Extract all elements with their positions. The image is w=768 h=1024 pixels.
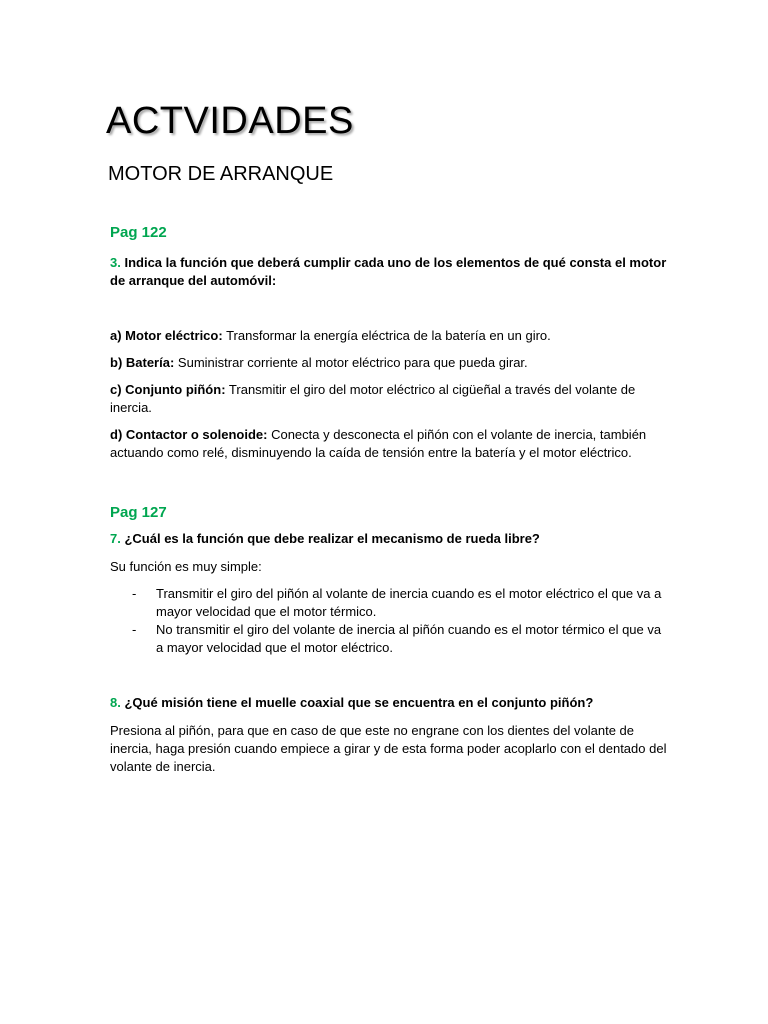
list-item <box>110 585 670 621</box>
bullet-dash: - <box>132 622 137 637</box>
question-7-bullet-list <box>110 585 670 657</box>
question-7 <box>110 530 670 548</box>
document-subtitle: MOTOR DE ARRANQUE <box>108 163 334 185</box>
answer-item-b-text: Suministrar corriente al motor eléctrico para que pueda girar. <box>177 355 528 370</box>
list-item-text: Transmitir el giro del piñón al volante de inercia cuando es el motor eléctrico el que va a mayor velocidad que el motor térmico. <box>156 586 662 619</box>
answer-item-d-text: Conecta y desconecta el piñón con el volante de inercia, también actuando como relé, disminuyendo la caída de tensión entre la batería y el motor eléctrico. <box>110 427 647 460</box>
answer-item-c-text: Transmitir el giro del motor eléctrico al cigüeñal a través del volante de inercia. <box>110 382 636 415</box>
page-reference-127: Pag 127 <box>110 504 167 521</box>
bullet-dash: - <box>132 586 137 601</box>
answer-item-a-text: Transformar la energía eléctrica de la batería en un giro. <box>226 328 551 343</box>
document-body <box>110 222 670 776</box>
answer-item-d <box>110 426 670 462</box>
question-7-number: 7. <box>110 531 121 546</box>
answer-item-a-term: a) Motor eléctrico: <box>110 328 223 343</box>
question-8-answer: Presiona al piñón, para que en caso de que este no engrane con los dientes del volante de inercia, haga presión cuando empiece a girar y de esta forma poder acoplarlo con el dentado del volante de inercia. <box>110 723 667 774</box>
answer-item-c <box>110 381 670 417</box>
document-title: ACTVIDADES <box>106 100 354 142</box>
answer-item-d-term: d) Contactor o solenoide: <box>110 427 268 442</box>
answer-item-a <box>110 327 670 345</box>
question-8 <box>110 694 670 712</box>
question-3 <box>110 254 670 290</box>
question-8-text: ¿Qué misión tiene el muelle coaxial que se encuentra en el conjunto piñón? <box>124 695 594 710</box>
list-item-text: No transmitir el giro del volante de inercia al piñón cuando es el motor térmico el que va a mayor velocidad que el motor eléctrico. <box>156 622 662 655</box>
question-3-number: 3. <box>110 255 121 270</box>
list-item <box>110 621 670 657</box>
answer-item-b-term: b) Batería: <box>110 355 175 370</box>
question-3-text: Indica la función que deberá cumplir cada uno de los elementos de qué consta el motor de arranque del automóvil: <box>110 255 667 288</box>
question-7-text: ¿Cuál es la función que debe realizar el mecanismo de rueda libre? <box>124 531 540 546</box>
answer-item-b <box>110 354 670 372</box>
question-7-intro: Su función es muy simple: <box>110 559 262 574</box>
question-8-number: 8. <box>110 695 121 710</box>
page-reference-122: Pag 122 <box>110 224 167 241</box>
answer-item-c-term: c) Conjunto piñón: <box>110 382 226 397</box>
